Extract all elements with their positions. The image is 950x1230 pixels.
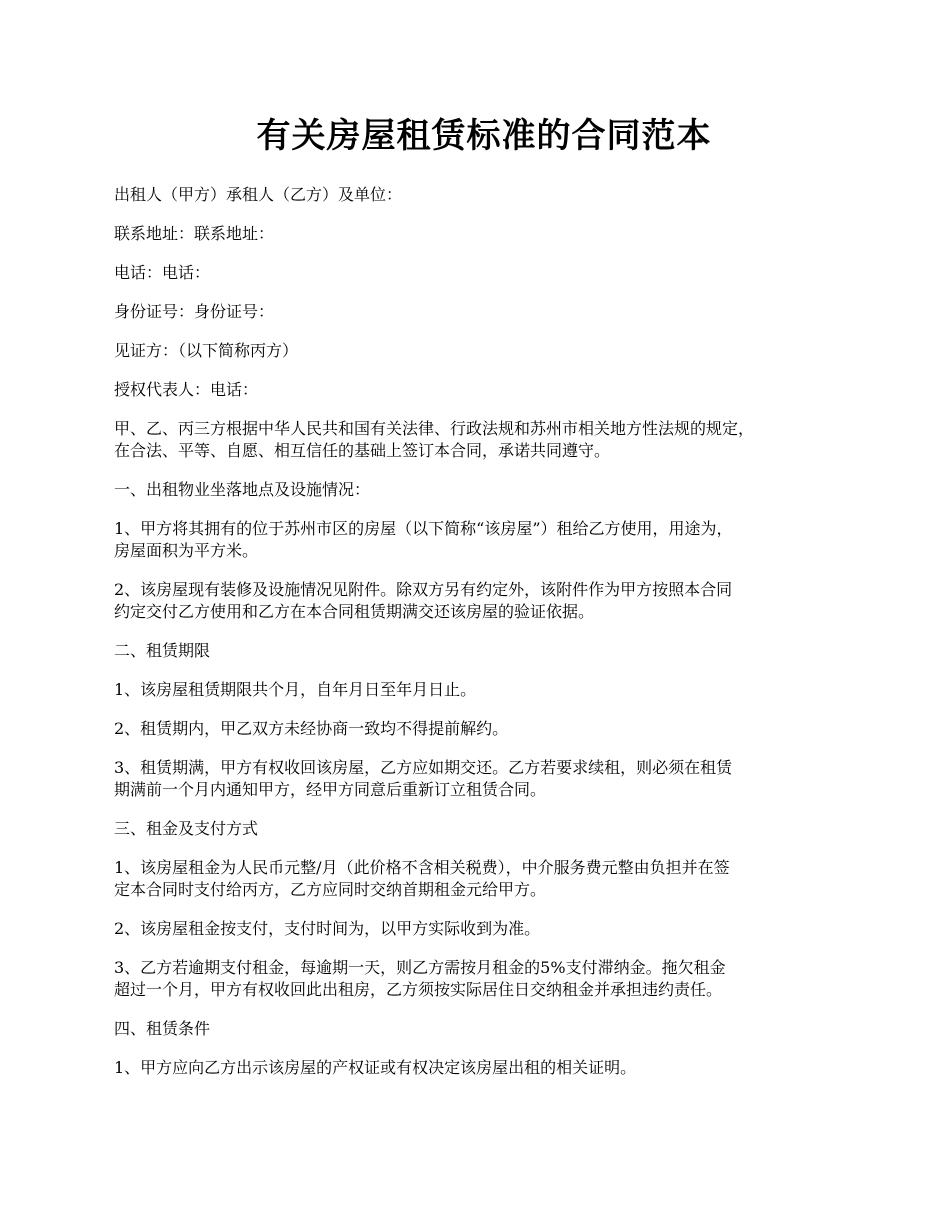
paragraph [114,679,854,701]
paragraph [114,957,854,1001]
document-page [114,110,854,1096]
paragraph-line: 三、租金及支付方式 [114,819,259,838]
paragraph [114,640,854,662]
paragraph-line: 房屋面积为平方米。 [114,541,259,560]
paragraph [114,579,854,623]
paragraph [114,184,854,206]
paragraph-line: 身份证号：身份证号： [114,302,275,321]
paragraph [114,1018,854,1040]
paragraph [114,262,854,284]
paragraph-line: 2、该房屋租金按支付，支付时间为，以甲方实际收到为准。 [114,919,541,938]
paragraph [114,818,854,840]
paragraph-line: 2、租赁期内，甲乙双方未经协商一致均不得提前解约。 [114,719,509,738]
document-title: 有关房屋租赁标准的合同范本 [256,116,712,156]
paragraph-line: 联系地址：联系地址： [114,224,275,243]
paragraph-line: 3、租赁期满，甲方有权收回该房屋，乙方应如期交还。乙方若要求续租，则必须在租赁 [114,758,733,777]
paragraph [114,479,854,501]
paragraph-line: 1、该房屋租赁期限共个月，自年月日至年月日止。 [114,680,477,699]
paragraph [114,223,854,245]
paragraph [114,757,854,801]
paragraph-line: 授权代表人：电话： [114,380,259,399]
paragraph-line: 3、乙方若逾期支付租金，每逾期一天，则乙方需按月租金的5%支付滞纳金。拖欠租金 [114,958,726,977]
paragraph-line: 1、该房屋租金为人民币元整/月（此价格不含相关税费），中介服务费元整由负担并在签 [114,858,730,877]
paragraph-line: 在合法、平等、自愿、相互信任的基础上签订本合同，承诺共同遵守。 [114,441,611,460]
document-body [114,184,854,1079]
paragraph-line: 一、出租物业坐落地点及设施情况： [114,480,371,499]
paragraph [114,340,854,362]
paragraph-line: 出租人（甲方）承租人（乙方）及单位： [114,185,403,204]
paragraph-line: 二、租赁期限 [114,641,211,660]
paragraph-line: 1、甲方应向乙方出示该房屋的产权证或有权决定该房屋出租的相关证明。 [114,1058,637,1077]
paragraph-line: 1、甲方将其拥有的位于苏州市区的房屋（以下简称“该房屋”）租给乙方使用，用途为， [114,519,733,538]
paragraph-line: 2、该房屋现有装修及设施情况见附件。除双方另有约定外，该附件作为甲方按照本合同 [114,580,733,599]
paragraph-line: 见证方：（以下简称丙方） [114,341,299,360]
paragraph [114,418,854,462]
paragraph-line: 甲、乙、丙三方根据中华人民共和国有关法律、行政法规和苏州市相关地方性法规的规定， [114,419,755,438]
paragraph-line: 约定交付乙方使用和乙方在本合同租赁期满交还该房屋的验证依据。 [114,602,595,621]
paragraph [114,1057,854,1079]
paragraph [114,718,854,740]
paragraph [114,518,854,562]
paragraph-line: 电话：电话： [114,263,211,282]
paragraph [114,918,854,940]
paragraph [114,857,854,901]
paragraph-line: 期满前一个月内通知甲方，经甲方同意后重新订立租赁合同。 [114,780,547,799]
paragraph [114,379,854,401]
paragraph-line: 四、租赁条件 [114,1019,211,1038]
paragraph-line: 定本合同时支付给丙方，乙方应同时交纳首期租金元给甲方。 [114,880,547,899]
paragraph-line: 超过一个月，甲方有权收回此出租房，乙方须按实际居住日交纳租金并承担违约责任。 [114,980,723,999]
paragraph [114,301,854,323]
